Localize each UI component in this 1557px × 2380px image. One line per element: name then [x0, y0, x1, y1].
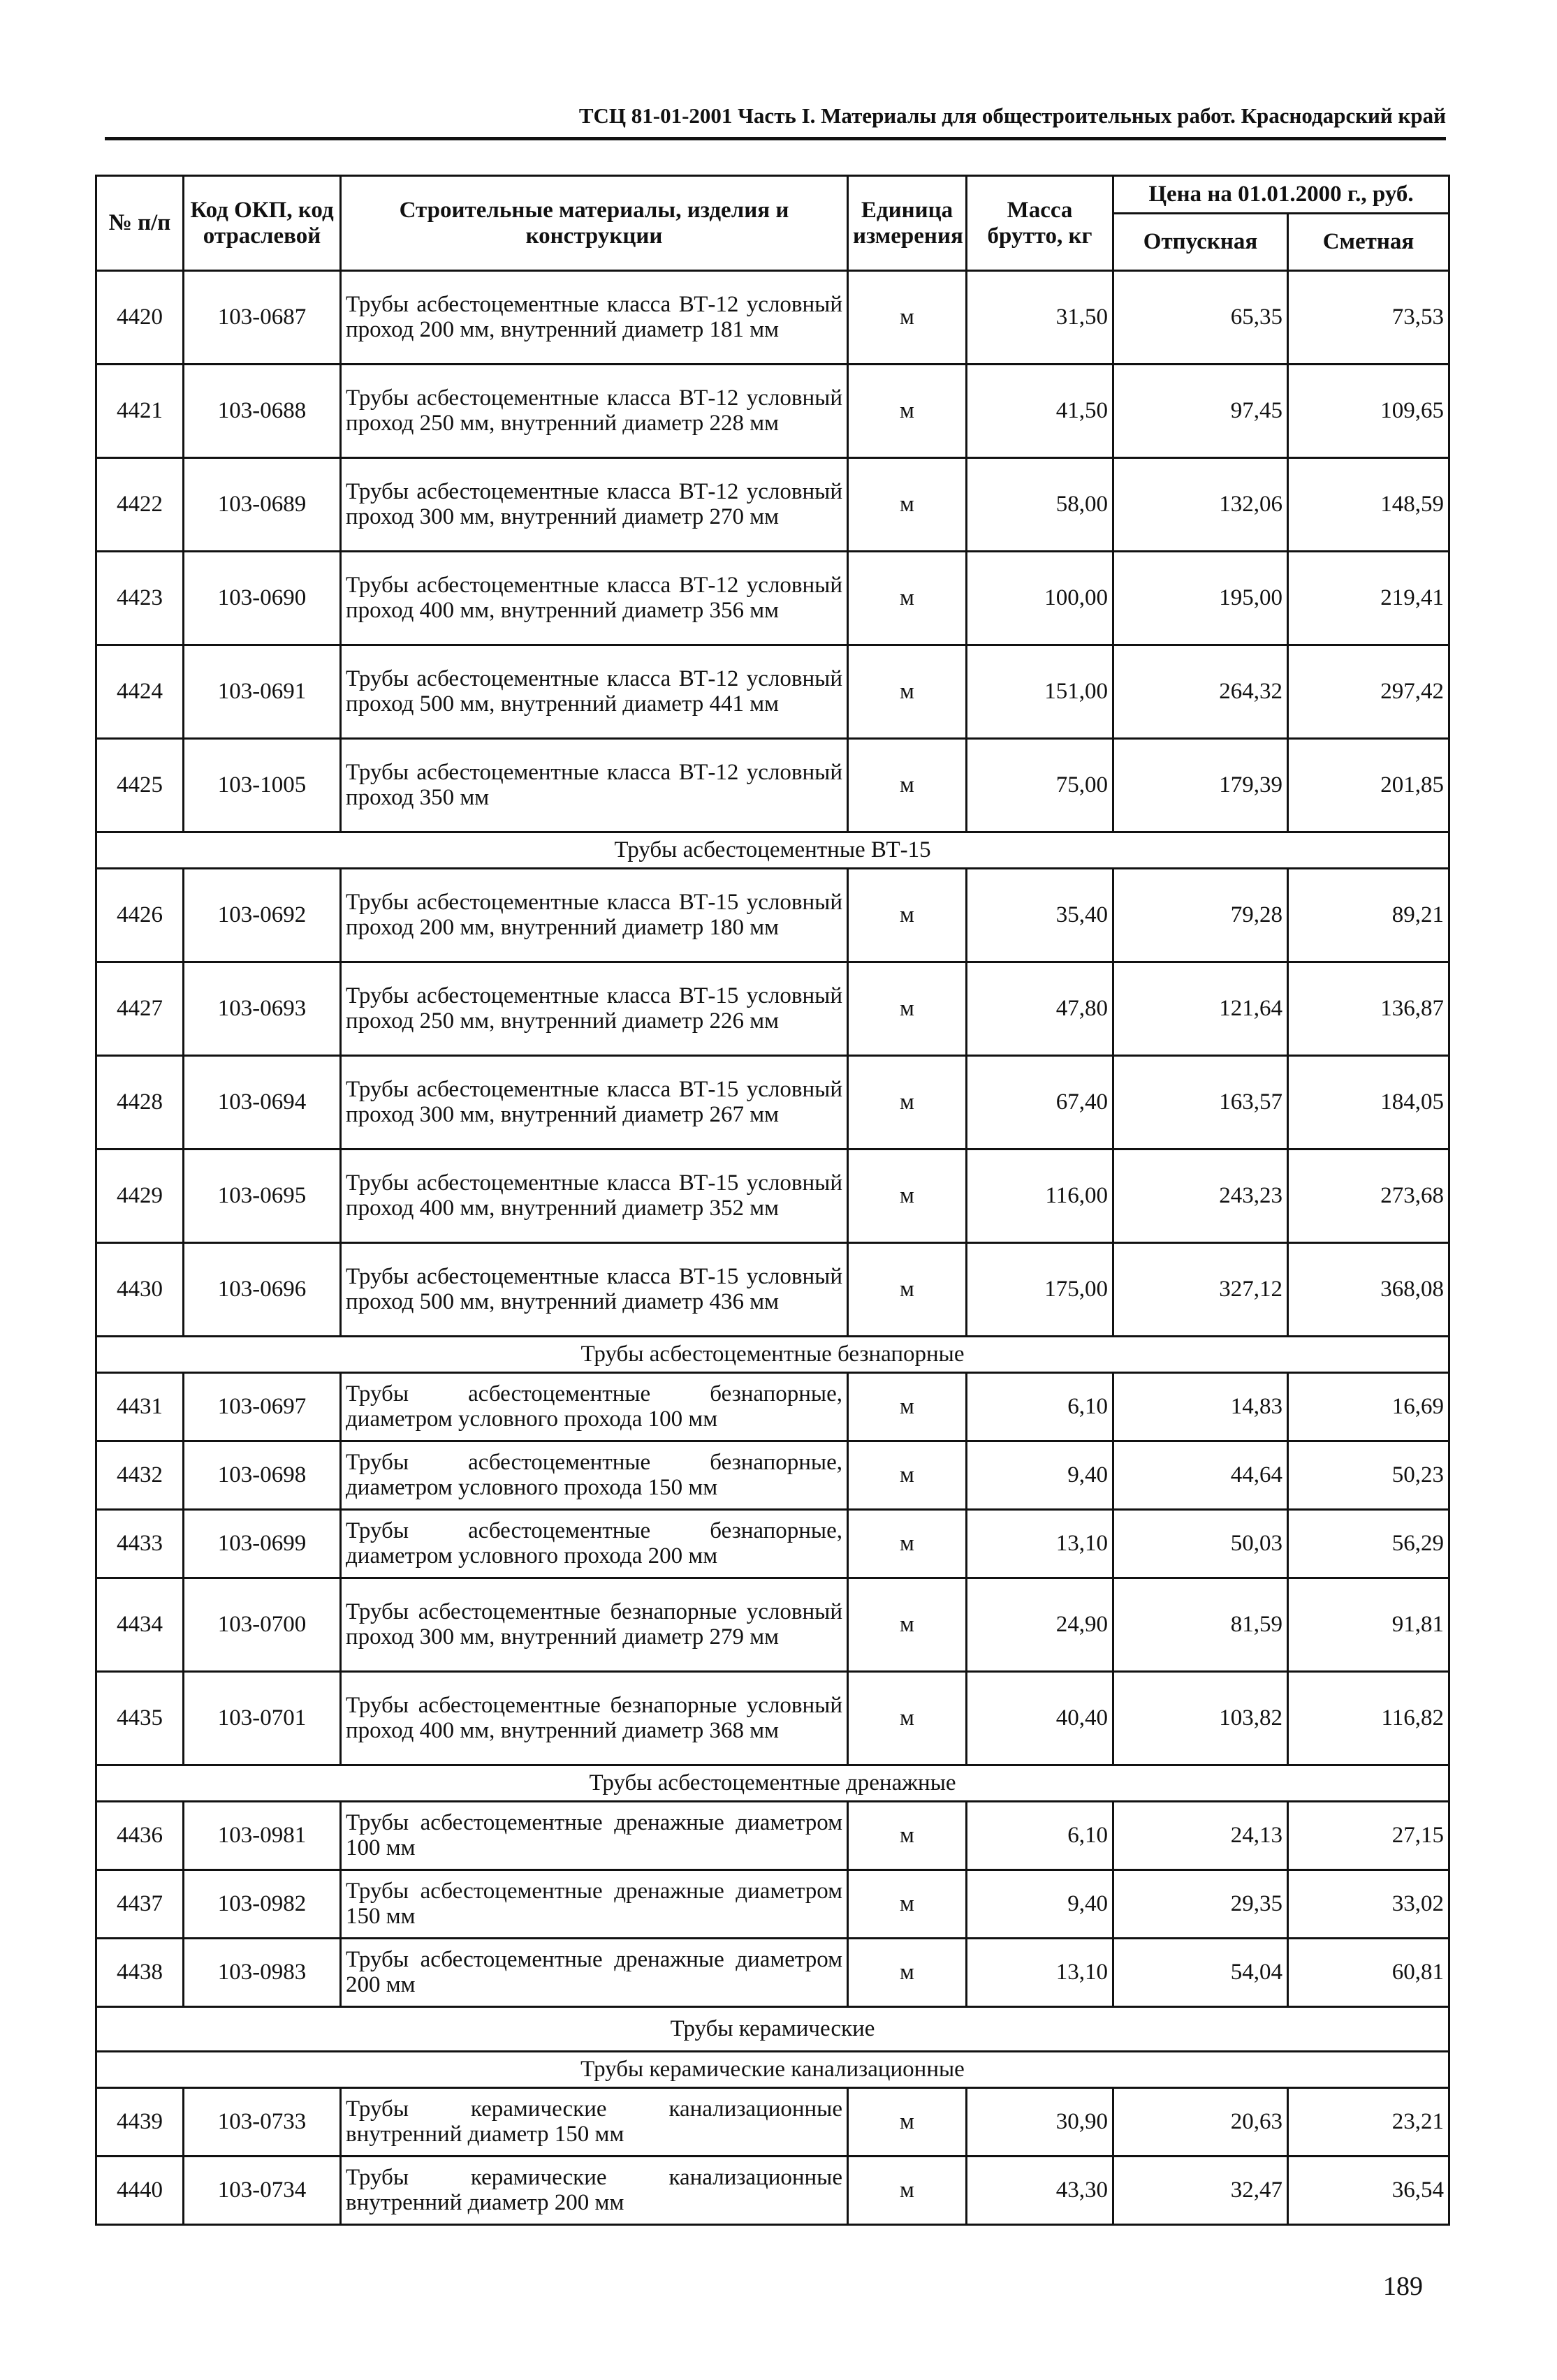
- cell-unit: м: [848, 645, 967, 739]
- cell-mass: 24,90: [967, 1578, 1113, 1672]
- cell-desc: Трубы асбестоцементные класса ВТ-15 условный проход 200 мм, внутренний диаметр 180 мм: [341, 869, 848, 962]
- cell-unit: м: [848, 1870, 967, 1939]
- cell-unit: м: [848, 1672, 967, 1765]
- cell-desc: Трубы асбестоцементные безнапорные, диаметром условного прохода 100 мм: [341, 1373, 848, 1441]
- cell-desc: Трубы асбестоцементные класса ВТ-12 условный проход 500 мм, внутренний диаметр 441 мм: [341, 645, 848, 739]
- cell-num: 4437: [96, 1870, 184, 1939]
- cell-code: 103-0981: [184, 1802, 341, 1870]
- table-header: [96, 176, 1449, 271]
- cell-estimate: 23,21: [1288, 2088, 1449, 2157]
- cell-unit: м: [848, 869, 967, 962]
- cell-price: 132,06: [1113, 458, 1288, 552]
- cell-estimate: 16,69: [1288, 1373, 1449, 1441]
- cell-num: 4421: [96, 365, 184, 458]
- cell-num: 4429: [96, 1149, 184, 1243]
- table-row: [96, 1870, 1449, 1939]
- col-header-price: Отпускная: [1113, 214, 1288, 271]
- cell-estimate: 297,42: [1288, 645, 1449, 739]
- table-row: [96, 271, 1449, 365]
- cell-unit: м: [848, 1149, 967, 1243]
- cell-mass: 9,40: [967, 1441, 1113, 1510]
- cell-desc: Трубы асбестоцементные класса ВТ-15 условный проход 500 мм, внутренний диаметр 436 мм: [341, 1243, 848, 1337]
- cell-desc: Трубы асбестоцементные дренажные диаметром 200 мм: [341, 1939, 848, 2007]
- cell-num: 4430: [96, 1243, 184, 1337]
- cell-price: 81,59: [1113, 1578, 1288, 1672]
- section-title: Трубы асбестоцементные ВТ-15: [96, 832, 1449, 869]
- cell-mass: 30,90: [967, 2088, 1113, 2157]
- cell-unit: м: [848, 1373, 967, 1441]
- cell-mass: 6,10: [967, 1373, 1113, 1441]
- cell-price: 327,12: [1113, 1243, 1288, 1337]
- cell-num: 4422: [96, 458, 184, 552]
- cell-mass: 58,00: [967, 458, 1113, 552]
- cell-num: 4428: [96, 1056, 184, 1149]
- table-row: [96, 1243, 1449, 1337]
- cell-estimate: 219,41: [1288, 552, 1449, 645]
- cell-code: 103-0983: [184, 1939, 341, 2007]
- cell-unit: м: [848, 1802, 967, 1870]
- cell-estimate: 27,15: [1288, 1802, 1449, 1870]
- col-header-unit: Единица измерения: [848, 176, 967, 271]
- cell-desc: Трубы асбестоцементные безнапорные условный проход 400 мм, внутренний диаметр 368 мм: [341, 1672, 848, 1765]
- table-row: [96, 458, 1449, 552]
- cell-price: 65,35: [1113, 271, 1288, 365]
- cell-price: 54,04: [1113, 1939, 1288, 2007]
- table-row: [96, 962, 1449, 1056]
- page-number: 189: [1383, 2272, 1423, 2301]
- cell-estimate: 50,23: [1288, 1441, 1449, 1510]
- cell-mass: 175,00: [967, 1243, 1113, 1337]
- cell-price: 44,64: [1113, 1441, 1288, 1510]
- cell-mass: 40,40: [967, 1672, 1113, 1765]
- cell-price: 29,35: [1113, 1870, 1288, 1939]
- cell-estimate: 368,08: [1288, 1243, 1449, 1337]
- cell-unit: м: [848, 365, 967, 458]
- col-header-mass: Масса брутто, кг: [967, 176, 1113, 271]
- table-row: [96, 1149, 1449, 1243]
- table-row: [96, 1441, 1449, 1510]
- cell-desc: Трубы асбестоцементные класса ВТ-12 условный проход 400 мм, внутренний диаметр 356 мм: [341, 552, 848, 645]
- cell-price: 20,63: [1113, 2088, 1288, 2157]
- table-row: [96, 2088, 1449, 2157]
- cell-mass: 116,00: [967, 1149, 1113, 1243]
- cell-code: 103-0698: [184, 1441, 341, 1510]
- col-header-price-group: Цена на 01.01.2000 г., руб.: [1113, 176, 1449, 214]
- cell-estimate: 201,85: [1288, 739, 1449, 832]
- chapter-title: Трубы керамические: [96, 2007, 1449, 2052]
- cell-unit: м: [848, 2157, 967, 2225]
- cell-code: 103-0696: [184, 1243, 341, 1337]
- cell-num: 4425: [96, 739, 184, 832]
- cell-unit: м: [848, 1578, 967, 1672]
- block-gravity-large: [96, 1578, 1449, 1765]
- cell-code: 103-0695: [184, 1149, 341, 1243]
- cell-code: 103-0733: [184, 2088, 341, 2157]
- cell-desc: Трубы асбестоцементные безнапорные, диаметром условного прохода 200 мм: [341, 1510, 848, 1578]
- cell-mass: 75,00: [967, 739, 1113, 832]
- table-row: [96, 1939, 1449, 2007]
- cell-code: 103-0694: [184, 1056, 341, 1149]
- cell-num: 4438: [96, 1939, 184, 2007]
- cell-price: 179,39: [1113, 739, 1288, 832]
- cell-mass: 9,40: [967, 1870, 1113, 1939]
- cell-unit: м: [848, 458, 967, 552]
- cell-unit: м: [848, 552, 967, 645]
- cell-code: 103-0693: [184, 962, 341, 1056]
- cell-code: 103-0689: [184, 458, 341, 552]
- cell-unit: м: [848, 1243, 967, 1337]
- cell-desc: Трубы асбестоцементные класса ВТ-15 условный проход 300 мм, внутренний диаметр 267 мм: [341, 1056, 848, 1149]
- cell-desc: Трубы асбестоцементные класса ВТ-12 условный проход 250 мм, внутренний диаметр 228 мм: [341, 365, 848, 458]
- cell-price: 50,03: [1113, 1510, 1288, 1578]
- col-header-desc: Строительные материалы, изделия и конструкции: [341, 176, 848, 271]
- col-header-code: Код ОКП, код отраслевой: [184, 176, 341, 271]
- cell-num: 4435: [96, 1672, 184, 1765]
- cell-num: 4426: [96, 869, 184, 962]
- block-drainage: [96, 1802, 1449, 2007]
- cell-estimate: 60,81: [1288, 1939, 1449, 2007]
- cell-price: 24,13: [1113, 1802, 1288, 1870]
- cell-code: 103-0690: [184, 552, 341, 645]
- cell-code: 103-0982: [184, 1870, 341, 1939]
- table-row: [96, 552, 1449, 645]
- cell-code: 103-0699: [184, 1510, 341, 1578]
- cell-num: 4434: [96, 1578, 184, 1672]
- cell-price: 97,45: [1113, 365, 1288, 458]
- cell-price: 14,83: [1113, 1373, 1288, 1441]
- section-title: Трубы асбестоцементные безнапорные: [96, 1337, 1449, 1373]
- cell-estimate: 273,68: [1288, 1149, 1449, 1243]
- cell-estimate: 56,29: [1288, 1510, 1449, 1578]
- table-row: [96, 645, 1449, 739]
- table-row: [96, 1672, 1449, 1765]
- cell-price: 32,47: [1113, 2157, 1288, 2225]
- cell-mass: 151,00: [967, 645, 1113, 739]
- cell-estimate: 184,05: [1288, 1056, 1449, 1149]
- cell-code: 103-0687: [184, 271, 341, 365]
- cell-desc: Трубы асбестоцементные класса ВТ-15 условный проход 400 мм, внутренний диаметр 352 мм: [341, 1149, 848, 1243]
- cell-num: 4431: [96, 1373, 184, 1441]
- price-table: [95, 175, 1450, 2226]
- cell-mass: 13,10: [967, 1939, 1113, 2007]
- cell-price: 121,64: [1113, 962, 1288, 1056]
- cell-desc: Трубы керамические канализационные внутренний диаметр 200 мм: [341, 2157, 848, 2225]
- section-gravity: [96, 1337, 1449, 1373]
- cell-code: 103-0734: [184, 2157, 341, 2225]
- cell-unit: м: [848, 739, 967, 832]
- cell-estimate: 36,54: [1288, 2157, 1449, 2225]
- chapter-ceramic: [96, 2007, 1449, 2088]
- table-row: [96, 1373, 1449, 1441]
- cell-mass: 13,10: [967, 1510, 1113, 1578]
- cell-price: 195,00: [1113, 552, 1288, 645]
- cell-desc: Трубы асбестоцементные безнапорные, диаметром условного прохода 150 мм: [341, 1441, 848, 1510]
- cell-desc: Трубы асбестоцементные дренажные диаметром 100 мм: [341, 1802, 848, 1870]
- cell-estimate: 33,02: [1288, 1870, 1449, 1939]
- cell-estimate: 136,87: [1288, 962, 1449, 1056]
- cell-desc: Трубы асбестоцементные дренажные диаметром 150 мм: [341, 1870, 848, 1939]
- cell-mass: 100,00: [967, 552, 1113, 645]
- cell-unit: м: [848, 2088, 967, 2157]
- header-rule: [105, 137, 1446, 140]
- cell-desc: Трубы асбестоцементные класса ВТ-15 условный проход 250 мм, внутренний диаметр 226 мм: [341, 962, 848, 1056]
- block-gravity-small: [96, 1373, 1449, 1578]
- cell-unit: м: [848, 1441, 967, 1510]
- cell-mass: 6,10: [967, 1802, 1113, 1870]
- col-header-num: № п/п: [96, 176, 184, 271]
- cell-num: 4423: [96, 552, 184, 645]
- cell-desc: Трубы асбестоцементные класса ВТ-12 условный проход 350 мм: [341, 739, 848, 832]
- cell-unit: м: [848, 1056, 967, 1149]
- cell-mass: 43,30: [967, 2157, 1113, 2225]
- cell-num: 4432: [96, 1441, 184, 1510]
- cell-mass: 31,50: [967, 271, 1113, 365]
- cell-price: 79,28: [1113, 869, 1288, 962]
- cell-estimate: 109,65: [1288, 365, 1449, 458]
- table-row: [96, 1578, 1449, 1672]
- cell-code: 103-0701: [184, 1672, 341, 1765]
- cell-unit: м: [848, 271, 967, 365]
- cell-estimate: 116,82: [1288, 1672, 1449, 1765]
- section-title: Трубы асбестоцементные дренажные: [96, 1765, 1449, 1802]
- cell-price: 163,57: [1113, 1056, 1288, 1149]
- cell-price: 243,23: [1113, 1149, 1288, 1243]
- cell-code: 103-0688: [184, 365, 341, 458]
- block-vt12: [96, 271, 1449, 832]
- cell-unit: м: [848, 962, 967, 1056]
- table-row: [96, 869, 1449, 962]
- cell-unit: м: [848, 1510, 967, 1578]
- cell-desc: Трубы керамические канализационные внутренний диаметр 150 мм: [341, 2088, 848, 2157]
- table-row: [96, 1510, 1449, 1578]
- cell-num: 4424: [96, 645, 184, 739]
- page-header: ТСЦ 81-01-2001 Часть I. Материалы для общестроительных работ. Краснодарский край: [578, 103, 1446, 128]
- block-vt15: [96, 869, 1449, 1337]
- cell-unit: м: [848, 1939, 967, 2007]
- cell-estimate: 148,59: [1288, 458, 1449, 552]
- cell-price: 264,32: [1113, 645, 1288, 739]
- cell-estimate: 73,53: [1288, 271, 1449, 365]
- cell-mass: 67,40: [967, 1056, 1113, 1149]
- section-vt15: [96, 832, 1449, 869]
- cell-price: 103,82: [1113, 1672, 1288, 1765]
- cell-desc: Трубы асбестоцементные класса ВТ-12 условный проход 200 мм, внутренний диаметр 181 мм: [341, 271, 848, 365]
- block-ceramic-sewer: [96, 2088, 1449, 2225]
- cell-mass: 41,50: [967, 365, 1113, 458]
- cell-mass: 35,40: [967, 869, 1113, 962]
- cell-code: 103-0691: [184, 645, 341, 739]
- cell-num: 4427: [96, 962, 184, 1056]
- cell-estimate: 89,21: [1288, 869, 1449, 962]
- cell-code: 103-1005: [184, 739, 341, 832]
- cell-estimate: 91,81: [1288, 1578, 1449, 1672]
- table-row: [96, 1802, 1449, 1870]
- cell-code: 103-0700: [184, 1578, 341, 1672]
- table-row: [96, 365, 1449, 458]
- col-header-estimate: Сметная: [1288, 214, 1449, 271]
- cell-mass: 47,80: [967, 962, 1113, 1056]
- cell-num: 4420: [96, 271, 184, 365]
- cell-num: 4433: [96, 1510, 184, 1578]
- table-row: [96, 1056, 1449, 1149]
- cell-num: 4436: [96, 1802, 184, 1870]
- section-drainage: [96, 1765, 1449, 1802]
- cell-num: 4439: [96, 2088, 184, 2157]
- cell-code: 103-0692: [184, 869, 341, 962]
- cell-desc: Трубы асбестоцементные безнапорные условный проход 300 мм, внутренний диаметр 279 мм: [341, 1578, 848, 1672]
- section-title: Трубы керамические канализационные: [96, 2052, 1449, 2088]
- cell-num: 4440: [96, 2157, 184, 2225]
- cell-code: 103-0697: [184, 1373, 341, 1441]
- cell-desc: Трубы асбестоцементные класса ВТ-12 условный проход 300 мм, внутренний диаметр 270 мм: [341, 458, 848, 552]
- table-row: [96, 739, 1449, 832]
- table-row: [96, 2157, 1449, 2225]
